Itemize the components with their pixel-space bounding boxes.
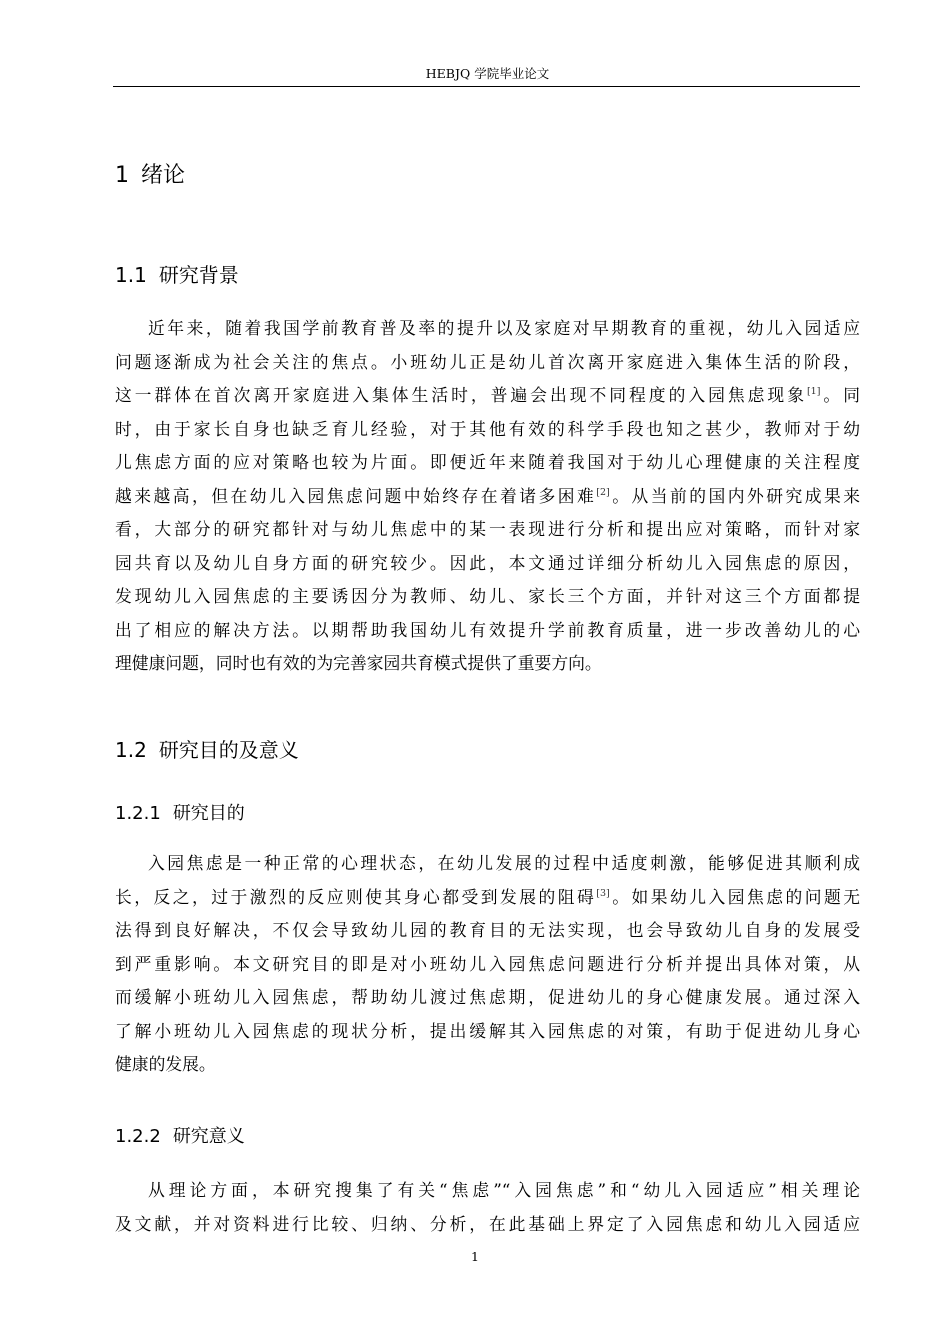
citation-ref: [3]: [596, 887, 610, 899]
paragraph-meaning: [115, 1174, 860, 1241]
text-line: 时，由于家长自身也缺乏育儿经验，对于其他有效的科学手段也知之甚少，教师对于幼: [115, 418, 860, 439]
text-line: 近年来，随着我国学前教育普及率的提升以及家庭对早期教育的重视，幼儿入园适应: [148, 318, 860, 338]
section-title: 研究目的及意义: [158, 738, 299, 762]
text-line: 发现幼儿入园焦虑的主要诱因分为教师、幼儿、家长三个方面，并针对这三个方面都提: [115, 586, 860, 606]
text-run: 长，反之，过于激烈的反应则使其身心都受到发展的阻碍: [115, 886, 597, 907]
text-line: 而缓解小班幼儿入园焦虑，帮助幼儿渡过焦虑期，促进幼儿的身心健康发展。通过深入: [115, 987, 860, 1007]
header-rule: [113, 86, 860, 87]
text-line: 了解小班幼儿入园焦虑的现状分析，提出缓解其入园焦虑的对策，有助于促进幼儿身心: [115, 1020, 860, 1041]
text-line: 看，大部分的研究都针对与幼儿焦虑中的某一表现进行分析和提出应对策略，而针对家: [115, 519, 860, 539]
section-title: 研究背景: [158, 263, 239, 287]
subsection-heading-meaning: [115, 1123, 245, 1151]
chapter-heading: [115, 160, 185, 192]
subsection-heading-purpose: [115, 800, 245, 828]
text-run: 这一群体在首次离开家庭进入集体生活时，普遍会出现不同程度的入园焦虑现象: [115, 385, 807, 405]
text-run: 。从当前的国内外研究成果来: [609, 485, 860, 506]
text-line: [115, 881, 860, 915]
text-line: 健康的发展。: [115, 1054, 216, 1074]
chapter-number: 1: [115, 163, 129, 188]
section-heading-purpose-meaning: [115, 735, 299, 765]
citation-ref: [1]: [806, 386, 821, 397]
section-title: 研究意义: [172, 1126, 245, 1147]
page-number: 1: [471, 1249, 479, 1264]
section-heading-background: [115, 260, 239, 290]
section-title: 研究目的: [172, 803, 245, 824]
text-line: 法得到良好解决，不仅会导致幼儿园的教育目的无法实现，也会导致幼儿自身的发展受: [115, 920, 860, 940]
text-run: 越来越高，但在幼儿入园焦虑问题中始终存在着诸多困难: [115, 485, 597, 506]
section-number: 1.2.1: [115, 803, 161, 824]
citation-ref: [2]: [596, 486, 610, 498]
text-line: 问题逐渐成为社会关注的焦点。小班幼儿正是幼儿首次离开家庭进入集体生活的阶段，: [115, 351, 860, 372]
running-header: HEBJQ 学院毕业论文: [425, 66, 550, 81]
text-line: 到严重影响。本文研究目的即是对小班幼儿入园焦虑问题进行分析并提出具体对策，从: [115, 953, 860, 974]
text-line: 及文献，并对资料进行比较、归纳、分析，在此基础上界定了入园焦虑和幼儿入园适应: [115, 1213, 860, 1234]
text-line: [115, 480, 860, 514]
text-line: 入园焦虑是一种正常的心理状态，在幼儿发展的过程中适度刺激，能够促进其顺利成: [148, 853, 860, 873]
text-line: 出了相应的解决方法。以期帮助我国幼儿有效提升学前教育质量，进一步改善幼儿的心: [115, 619, 860, 640]
paragraph-purpose: [115, 847, 860, 1082]
text-run: 。如果幼儿入园焦虑的问题无: [609, 886, 860, 907]
text-line: 儿焦虑方面的应对策略也较为片面。即便近年来随着我国对于幼儿心理健康的关注程度: [115, 452, 860, 472]
text-run: 。同: [820, 385, 860, 405]
paragraph-background: [115, 312, 860, 681]
chapter-title: 绪论: [141, 163, 186, 188]
text-line: [115, 379, 860, 413]
section-number: 1.2.2: [115, 1126, 161, 1147]
text-line: 理健康问题，同时也有效的为完善家园共育模式提供了重要方向。: [115, 653, 602, 673]
text-line: 园共育以及幼儿自身方面的研究较少。因此，本文通过详细分析幼儿入园焦虑的原因，: [115, 552, 860, 573]
section-number: 1.1: [115, 263, 147, 287]
section-number: 1.2: [115, 738, 147, 762]
text-line: 从理论方面，本研究搜集了有关“焦虑”“入园焦虑”和“幼儿入园适应”相关理论: [148, 1180, 860, 1200]
